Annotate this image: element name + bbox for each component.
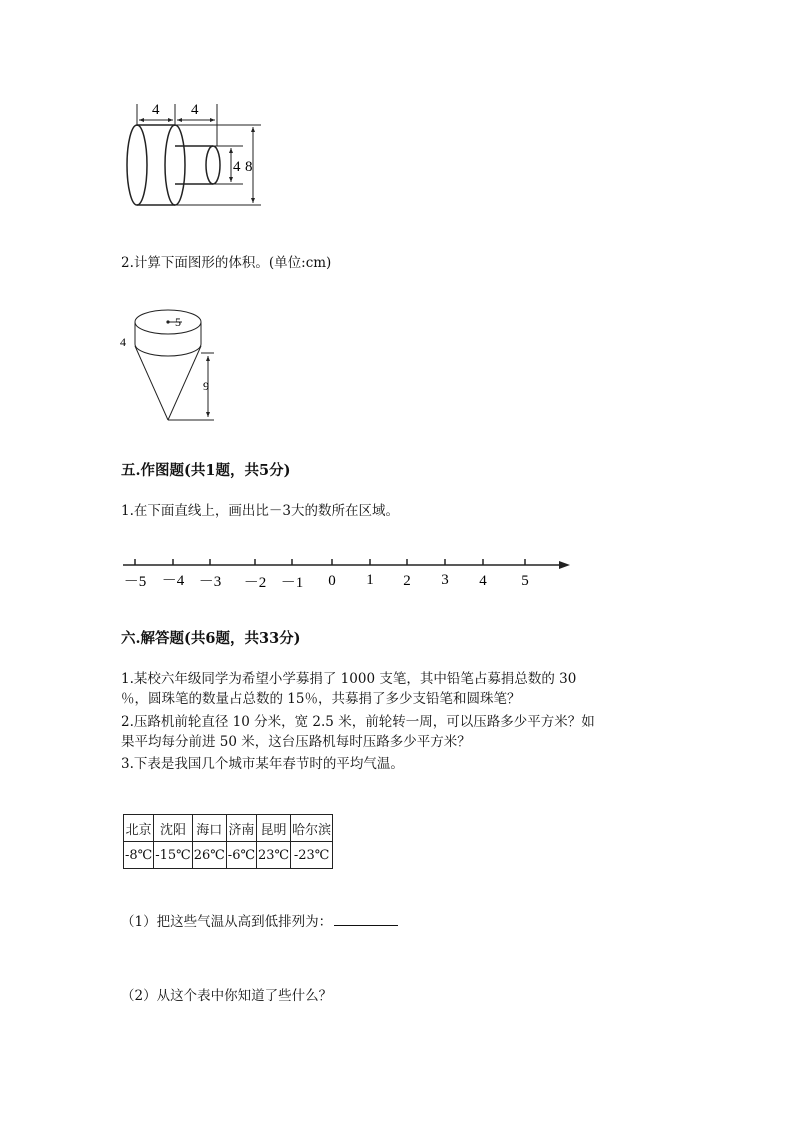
- tick-label: 2: [403, 573, 411, 589]
- table-cell: 哈尔滨: [291, 815, 333, 842]
- question-2-text: 2.计算下面图形的体积。(单位:cm): [121, 255, 332, 271]
- tick-label: －2: [243, 575, 267, 591]
- table-cell: -23℃: [291, 842, 333, 869]
- section-5-question-1: 1.在下面直线上，画出比－3大的数所在区域。: [121, 503, 399, 519]
- table-row-temps: [124, 842, 333, 869]
- fig2-radius-label: 5: [175, 315, 181, 329]
- tick-label: －3: [198, 574, 222, 590]
- tick-label: －1: [280, 575, 304, 591]
- number-line: [115, 555, 575, 595]
- table-cell: -6℃: [226, 842, 256, 869]
- section-6-q2-line1: 2.压路机前轮直径 10 分米，宽 2.5 米，前轮转一周，可以压路多少平方米？如: [121, 714, 595, 730]
- sub-question-1-text: （1）把这些气温从高到低排列为：: [121, 914, 333, 930]
- section-6-q1-line2: ％，圆珠笔的数量占总数的 15％，共募捐了多少支铅笔和圆珠笔？: [121, 691, 521, 707]
- section-6-title: 六.解答题(共6题，共33分): [121, 630, 301, 647]
- figure-cylinder-cone: [110, 300, 230, 425]
- table-cell: 沈阳: [154, 815, 192, 842]
- answer-blank[interactable]: [334, 911, 398, 926]
- fig1-dim-small-diameter: 4: [233, 159, 241, 175]
- tick-label: 1: [366, 572, 374, 588]
- table-cell: -8℃: [124, 842, 154, 869]
- tick-label: －5: [123, 574, 147, 590]
- tick-label: 5: [521, 573, 529, 589]
- section-5-title: 五.作图题(共1题，共5分): [121, 462, 291, 479]
- section-6-q3: 3.下表是我国几个城市某年春节时的平均气温。: [121, 756, 404, 772]
- tick-label: －4: [161, 573, 185, 589]
- figure-stepped-cylinder: [115, 92, 275, 214]
- fig1-dim-top-left: 4: [152, 102, 160, 118]
- section-6-q1-line1: 1.某校六年级同学为希望小学募捐了 1000 支笔，其中铅笔占募捐总数的 30: [121, 671, 577, 687]
- fig1-dim-top-right: 4: [191, 102, 199, 118]
- fig2-cylinder-height-label: 4: [120, 335, 126, 349]
- fig1-dim-large-diameter: 8: [245, 159, 253, 175]
- table-cell: 昆明: [257, 815, 291, 842]
- table-row-cities: [124, 815, 333, 842]
- sub-question-1: [121, 911, 398, 932]
- table-cell: 海口: [192, 815, 226, 842]
- table-cell: 北京: [124, 815, 154, 842]
- tick-label: 0: [328, 573, 336, 589]
- table-cell: 26℃: [192, 842, 226, 869]
- section-6-q2-line2: 果平均每分前进 50 米，这台压路机每时压路多少平方米？: [121, 734, 471, 750]
- tick-label: 4: [479, 573, 487, 589]
- fig2-cone-height-label: 9: [203, 379, 209, 393]
- sub-question-2: （2）从这个表中你知道了些什么？: [121, 988, 333, 1004]
- temperature-table: [123, 814, 333, 869]
- table-cell: -15℃: [154, 842, 192, 869]
- table-cell: 济南: [226, 815, 256, 842]
- table-cell: 23℃: [257, 842, 291, 869]
- tick-label: 3: [441, 572, 449, 588]
